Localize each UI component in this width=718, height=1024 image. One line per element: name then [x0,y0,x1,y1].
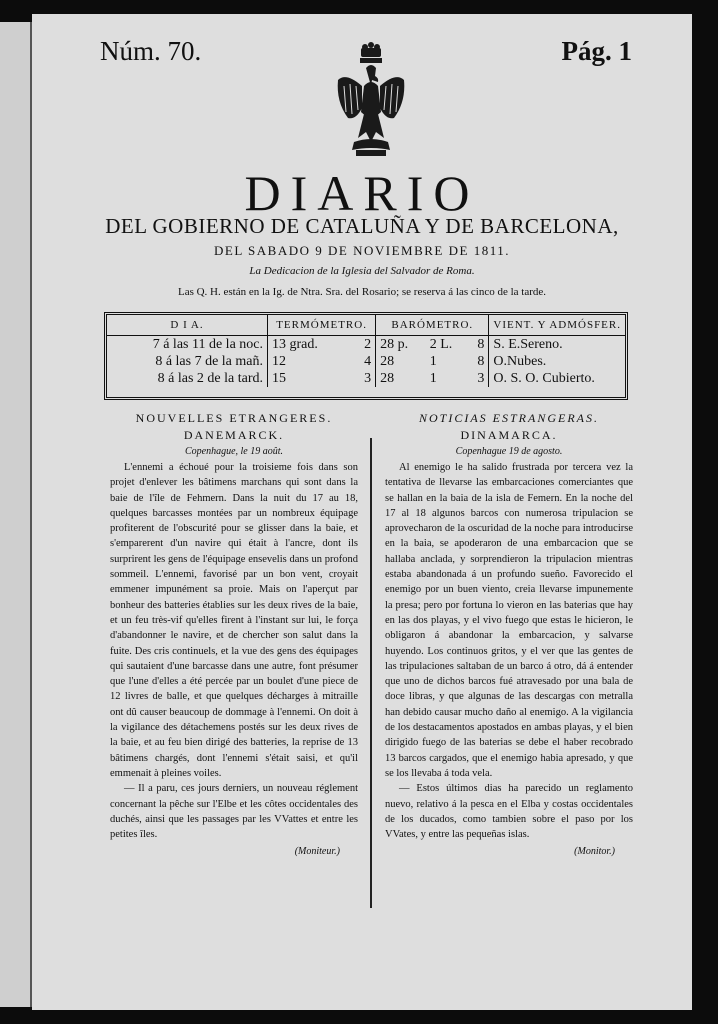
header-barometro: BARÓMETRO. [376,315,489,336]
cell-baro-pulgadas: 28 p. [380,336,409,352]
cell-temp: 13 grad. [272,336,318,352]
cell-temp: 15 [272,370,286,386]
article-paragraph-fr: — Il a paru, ces jours derniers, un nouveau réglement concernant la pêche sur l'Elbe et les côtes occidentales des duchés, ainsi que les passages par les VVattes et entre les petites îles. [110,783,358,841]
cell-baro-fraction: 8 [468,336,489,354]
cell-baro-lineas: 2 L. [429,336,453,352]
newspaper-subtitle: DEL GOBIERNO DE CATALUÑA Y DE BARCELONA, [105,214,619,238]
header-viento: VIENT. Y ADMÓSFER. [489,315,625,336]
dateline-fr: Copenhague, le 19 août. [184,446,284,457]
newspaper-title: DIARIO [244,165,480,221]
cell-temp-fraction: 3 [352,370,376,387]
issue-date: DEL SABADO 9 DE NOVIEMBRE DE 1811. [214,243,510,258]
cell-viento: O.Nubes. [493,353,547,369]
page-number: Pág. 1 [561,36,632,66]
header-termometro: TERMÓMETRO. [268,315,376,336]
cell-dia: 7 á las 11 de la noc. [107,336,268,354]
cell-baro-fraction: 8 [468,353,489,370]
country-heading-fr: DANEMARCK. [183,428,285,442]
header-dia: D I A. [107,315,268,336]
dedication-line: La Dedicacion de la Iglesia del Salvador de Roma. [249,265,475,277]
weather-table [104,312,628,400]
column-divider [370,438,372,908]
cell-viento: S. E.Sereno. [493,336,563,352]
weather-row [107,336,625,354]
cell-baro-pulgadas: 28 [380,353,395,369]
source-credit-es: (Monitor.) [574,846,615,858]
section-heading-fr: NOUVELLES ETRANGERES. [135,411,333,425]
newspaper-page [32,14,692,1010]
issue-number: Núm. 70. [100,36,202,66]
section-heading-es: NOTICIAS ESTRANGERAS. [419,411,599,425]
cell-baro-fraction: 3 [468,370,489,387]
article-paragraph-fr: L'ennemi a échoué pour la troisieme fois dans son projet d'enlever les bâtimens marchans qui sont dans la baie de l'île de Fehmern. Dans la nuit du 17 au 18, quelques barcasses montées par un nombreux équipage profiterent de l'obscurité pour se glisser dans la baie, et s'emparerent d'un navire qui était à l'ancre, dont ils surprirent les gens de l'équipage ensevelis dans un profond sommeil. L'ennemi, favorisé par un bon vent, croyait emmener impunément sa proie. Mais on l'aperçut par bonheur des batteries établies sur les deux rives de la baie, et un feu très-vif qu'elles firent à l'instant sur lui, le força d'abandonner le navire, et de chercher son salut dans la fuite. Des cris continuels, et la vue des gens des équipages qui sautaient d'une barcasse dans une autre, font présumer que l'une d'elles a été percée par un boulet d'une piece de 12 livres de balle, et que quelques décharges à mitraille ont dû causer beaucoup de dommage à l'ennemi. On doit à la vigilance des détachemens postés sur les deux rives de la baie, et au feu bien dirigé des batteries, la reprise de 13 bâtimens chargés, dont l'ennemi s'était saisi, et qu'il emmenait à pleines voiles. [110,462,358,779]
cell-temp-fraction: 4 [352,353,376,370]
weather-row [107,370,625,387]
cell-dia: 8 á las 2 de la tard. [107,370,268,387]
qh-notice: Las Q. H. están en la Ig. de Ntra. Sra. del Rosario; se reserva á las cinco de la tarde. [177,286,547,298]
source-credit-fr: (Moniteur.) [294,846,340,858]
crowned-eagle-icon [334,42,408,162]
cell-viento: O. S. O. Cubierto. [493,370,595,386]
french-column [110,410,358,860]
cell-baro-lineas: 1 [429,353,437,369]
facing-page-edge [0,22,32,1007]
weather-header-row [107,315,625,336]
weather-row [107,353,625,370]
cell-dia: 8 á las 7 de la mañ. [107,353,268,370]
dateline-es: Copenhague 19 de agosto. [455,446,563,457]
cell-temp: 12 [272,353,286,369]
cell-temp-fraction: 2 [352,336,376,354]
spanish-column [385,410,633,860]
cell-baro-lineas: 1 [429,370,437,386]
article-paragraph-es: Al enemigo le ha salido frustrada por tercera vez la tentativa de llevarse las embarcaciones comerciantes que se hallan en la baia de la isla de Femern. En la noche del 17 al 18 algunos barcos con numerosa tripulacion se aprovecharon de la oscuridad de la noche para introducirse en la baia, se apoderaron de una embarcacion que se hallaba anclada, y sorprendieron la tripulacion mientras estaba abandonada á un profundo sueño. Favorecido el enemigo por un buen viento, creia llevarse impunemente la presa; pero por fortuna lo vieron en las baterias que hay en las dos playas, y el vivo fuego que estas le hicieron, le obligaron á abandonar la embarcacion, y salvarse huyendo. Los continuos gritos, y el ver que las gentes de las tripulaciones saltaban de un barco á otro, dá á entender que uno de dichos barcos fué atravesado por una bala de doce libras, y que algunas de las descargas con metralla han debido causar mucho daño al enemigo. A la vigilancia de los destacamentos apostados en ambas playas, y el bien dirigido fuego de las baterias se debe el haber recobrado 13 barcos cargados, que el enemigo habia apresado, y que se los llevaba á toda vela. [385,462,633,779]
cell-baro-pulgadas: 28 [380,370,395,386]
article-paragraph-es: — Estos últimos dias ha parecido un reglamento nuevo, relativo á la pesca en el Elba y costas occidentales de los ducados, como tambien sobre el paso por los VVates, y entre las pequeñas islas. [385,783,633,841]
country-heading-es: DINAMARCA. [460,428,558,442]
